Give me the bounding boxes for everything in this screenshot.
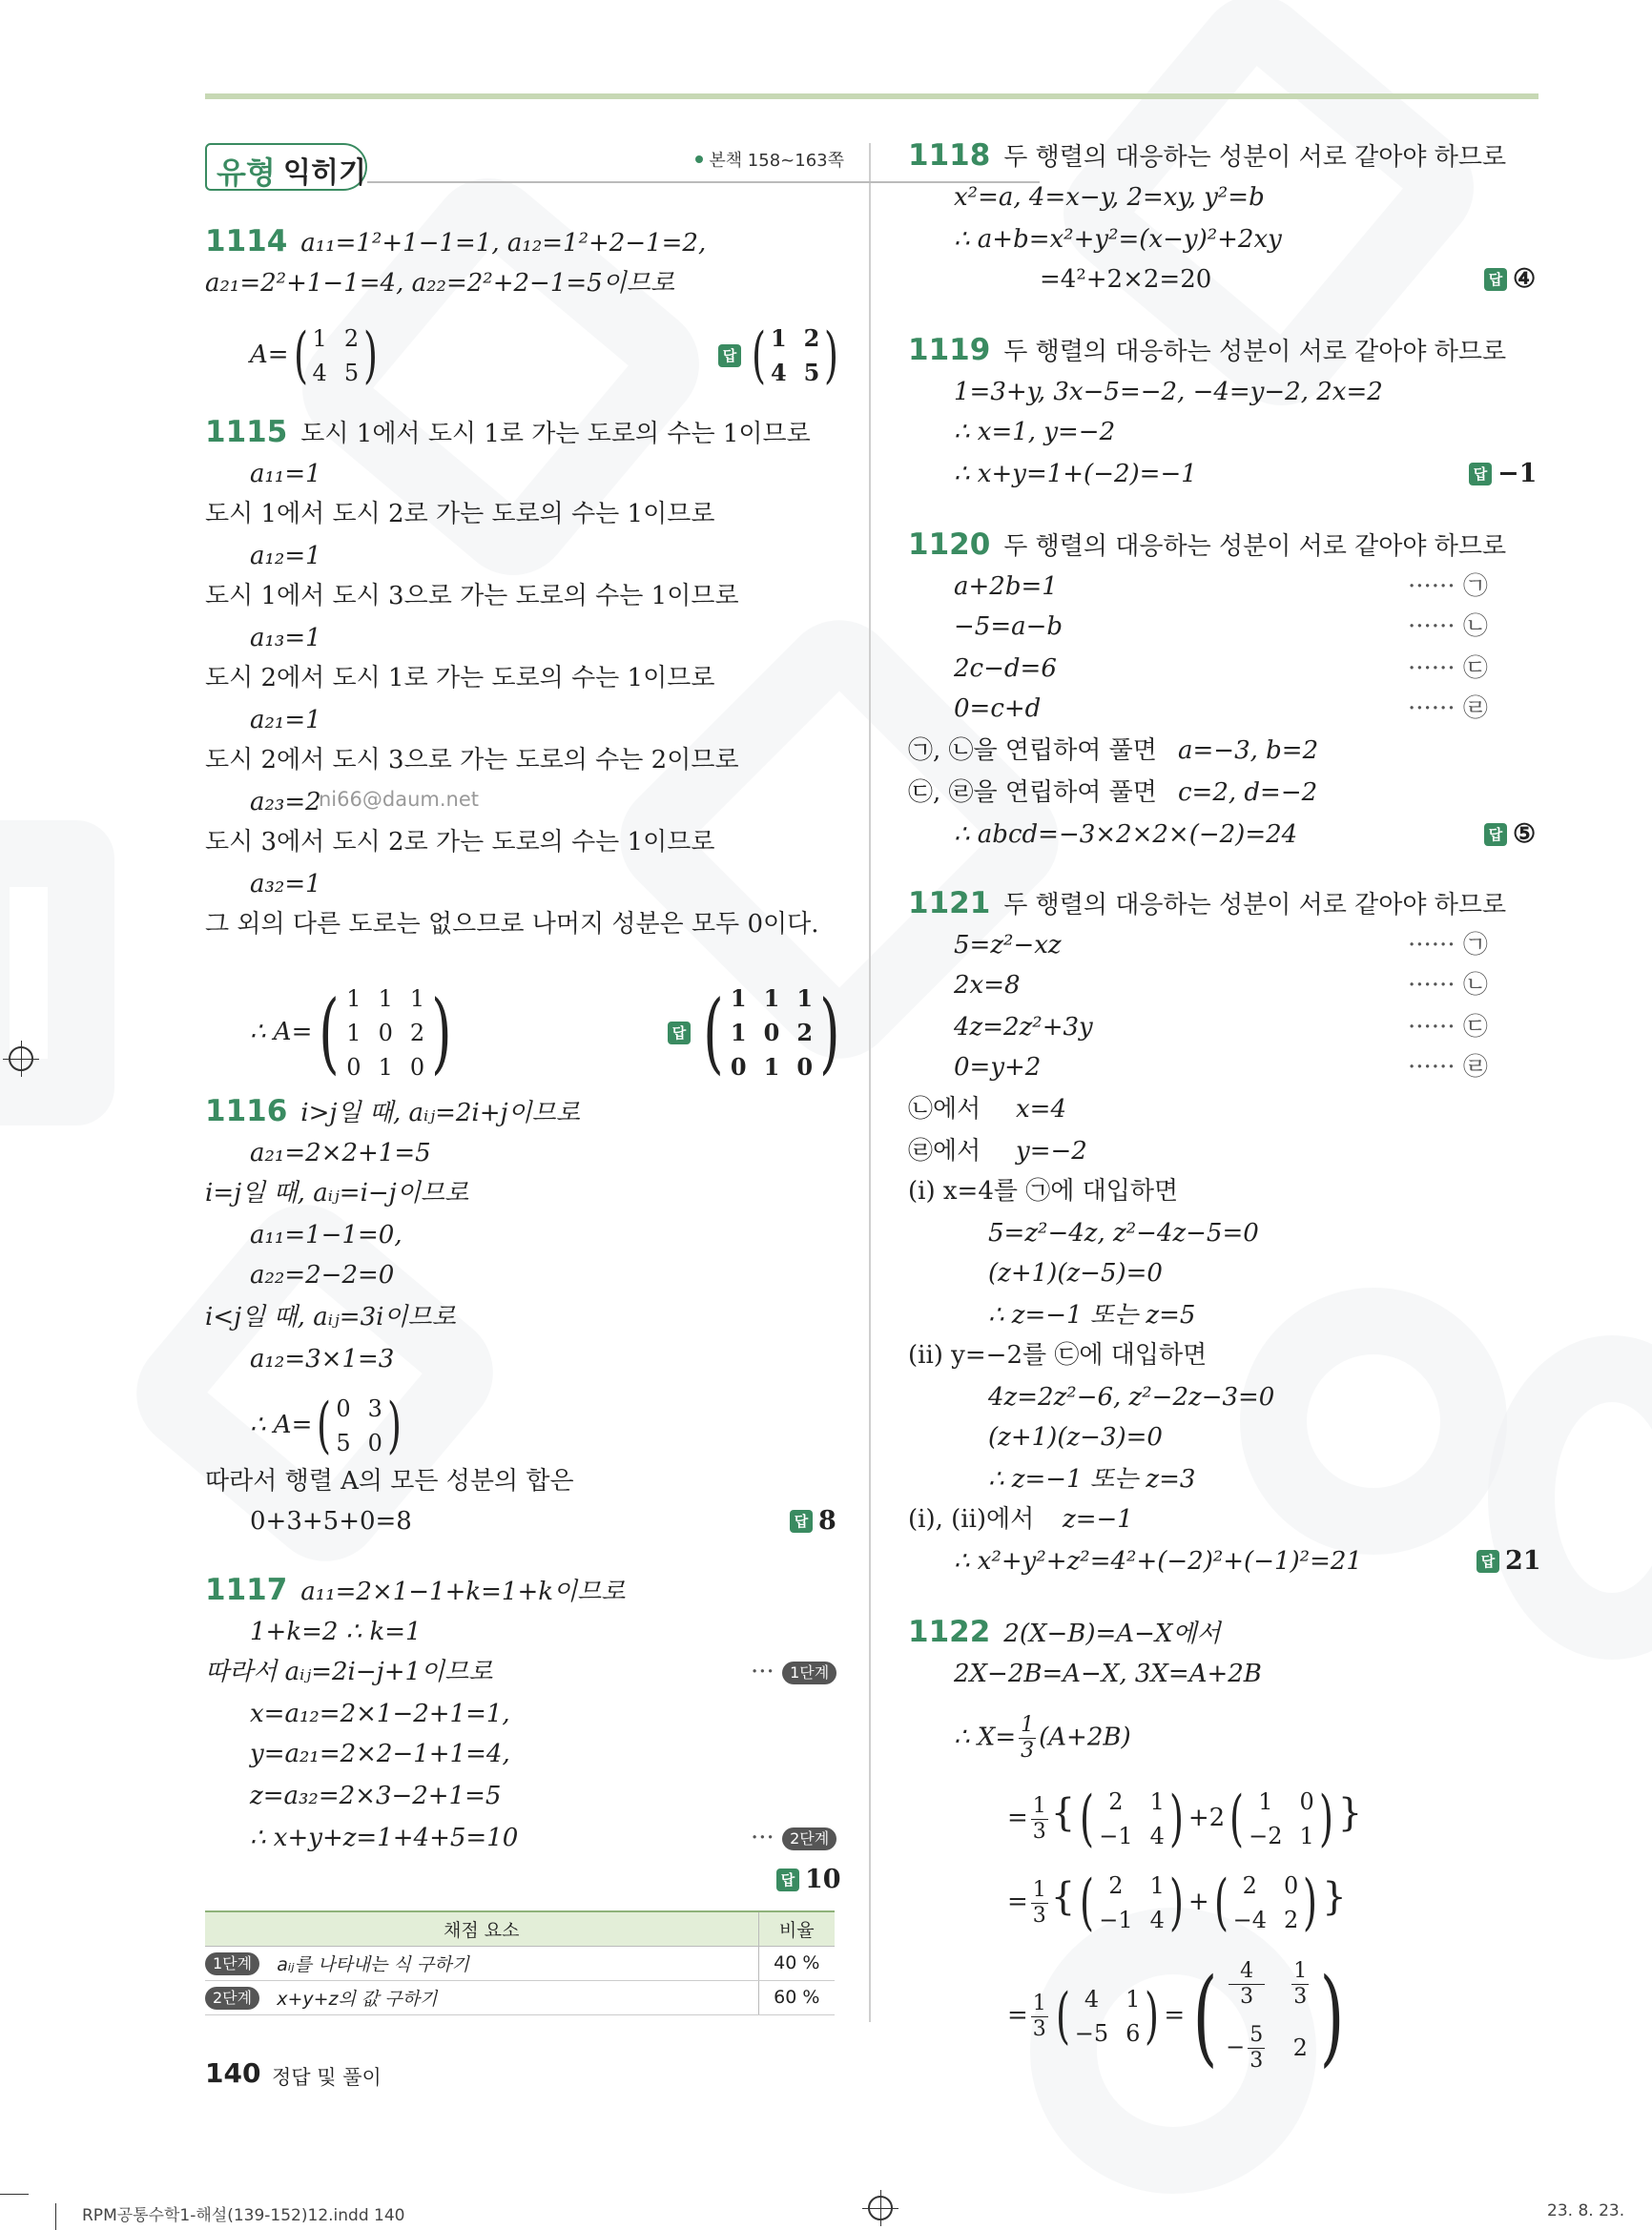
solution-eq: 4z=2z²−6, z²−2z−3=0 (988, 1383, 1275, 1412)
solution-line: ㉣에서 (908, 1137, 981, 1166)
solution-eq: ∴ x²+y²+z²=4²+(−2)²+(−1)²=21 (954, 1547, 1362, 1576)
page-number: 140 (205, 2057, 261, 2089)
matrix-eq (250, 982, 459, 1084)
answer-1119: 답 −1 (1469, 458, 1537, 490)
eq-lhs: ∴ A= (250, 1018, 313, 1046)
problem-1120 (908, 528, 1506, 563)
solution-line: a₁₁=1²+1−1=1, a₁₂=1²+2−1=2, (300, 229, 707, 258)
email-watermark: ni66@daum.net (319, 788, 479, 811)
solution-line: 도시 2에서 도시 1로 가는 도로의 수는 1이므로 (205, 664, 715, 692)
solution-line: 도시 1에서 도시 1로 가는 도로의 수는 1이므로 (300, 420, 811, 448)
solution-line: 두 행렬의 대응하는 성분이 서로 같아야 하므로 (1003, 891, 1507, 919)
matrix-a: ( 1 2 4 5 ) (293, 320, 379, 391)
solution-eq: 1+k=2 ∴ k=1 (250, 1618, 422, 1646)
problem-1117 (205, 1574, 625, 1608)
solution-eq: z=a₃₂=2×3−2+1=5 (250, 1782, 502, 1810)
solution-eq: z=−1 (1063, 1505, 1133, 1534)
solution-eq: c=2, d=−2 (1178, 778, 1318, 807)
solution-eq: y=−2 (1016, 1137, 1087, 1166)
section-header (205, 141, 844, 195)
solution-eq: ∴ z=−1 또는 z=3 (988, 1465, 1196, 1494)
solution-eq: a₁₁=1−1=0, (250, 1221, 403, 1249)
solution-eq: x²=a, 4=x−y, 2=xy, y²=b (954, 183, 1265, 212)
solution-eq: a₁₃=1 (250, 624, 321, 652)
table-header-row (205, 1911, 835, 1946)
solution-eq: 2X−2B=A−X, 3X=A+2B (954, 1660, 1262, 1688)
solution-eq: ∴ X= $\frac{1}{3}$ (A+2B) (954, 1713, 1131, 1763)
table-cell: 40 % (758, 1946, 835, 1980)
problem-1118 (908, 139, 1506, 174)
table-header: 채점 요소 (205, 1911, 758, 1946)
equation-marker: ······ ㉣ (1408, 1053, 1488, 1082)
solution-line: 도시 1에서 도시 2로 가는 도로의 수는 1이므로 (205, 500, 715, 528)
solution-line: 그 외의 다른 도로는 없으므로 나머지 성분은 모두 0이다. (205, 910, 819, 939)
table-row (205, 1980, 835, 2014)
solution-line: (i) x=4를 ㉠에 대입하면 (908, 1177, 1179, 1206)
fraction: $\frac{1}{3}$ (1032, 1793, 1046, 1844)
solution-eq: a₁₂=3×1=3 (250, 1345, 395, 1373)
matrix-a: ( 2 1 −1 4 ) (1080, 1784, 1184, 1854)
solution-line: ㉡에서 (908, 1095, 981, 1124)
answer-icon: 답 (668, 1022, 691, 1044)
solution-eq: 0=c+d (954, 694, 1042, 723)
solution-line: a₂₁=2²+1−1=4, a₂₂=2²+2−1=5이므로 (205, 269, 675, 298)
watermark-shape (1240, 1288, 1507, 1555)
solution-line: ㉠, ㉡을 연립하여 풀면 (908, 736, 1157, 765)
solution-eq: = $\frac{1}{3}$ { ( 2 1 −1 4 ) + ( 2 0 −4 2 ) } (1007, 1868, 1347, 1938)
equation-marker: ······ ㉣ (1408, 694, 1488, 723)
matrix-sum: ( 4 1 −5 6 ) (1055, 1981, 1160, 2052)
answer-icon: 답 (1476, 1550, 1499, 1573)
fraction: $\frac{1}{3}$ (1032, 1877, 1046, 1928)
solution-eq: a₃₂=1 (250, 870, 321, 898)
solution-eq: 0=y+2 (954, 1053, 1042, 1082)
matrix-b: ( 1 0 −2 1 ) (1229, 1784, 1333, 1854)
page-section-label: 정답 및 풀이 (272, 2066, 382, 2089)
problem-number: 1114 (205, 224, 288, 258)
problem-number: 1120 (908, 527, 991, 562)
problem-number: 1116 (205, 1094, 288, 1128)
solution-eq: = $\frac{1}{3}$ { ( 2 1 −1 4 ) +2 ( 1 0 −2 1 ) } (1007, 1784, 1363, 1854)
header-type-label: 유형 (217, 155, 276, 191)
problem-1121 (908, 887, 1506, 921)
step-badge: 2단계 (205, 1987, 259, 2010)
solution-line: (ii) y=−2를 ㉢에 대입하면 (908, 1341, 1208, 1370)
solution-eq: a₂₃=2 (250, 788, 321, 816)
problem-1116 (205, 1095, 580, 1129)
solution-line: i<j일 때, aᵢⱼ=3i이므로 (205, 1303, 456, 1332)
solution-line: 도시 2에서 도시 3으로 가는 도로의 수는 2이므로 (205, 746, 739, 774)
solution-line: 두 행렬의 대응하는 성분이 서로 같아야 하므로 (1003, 532, 1507, 561)
print-slug-date: 23. 8. 23. (1547, 2201, 1625, 2220)
solution-eq: a₁₁=1 (250, 460, 321, 488)
solution-line: i=j일 때, aᵢⱼ=i−j이므로 (205, 1179, 469, 1208)
solution-line: 도시 1에서 도시 3으로 가는 도로의 수는 1이므로 (205, 582, 739, 610)
eq-lhs: A= (250, 341, 289, 369)
equation-marker: ······ ㉡ (1408, 612, 1488, 641)
table-cell: aᵢⱼ를 나타내는 식 구하기 (277, 1953, 469, 1975)
problem-number: 1115 (205, 415, 288, 449)
solution-eq: 5=z²−xz (954, 931, 1062, 960)
solution-eq: (z+1)(z−3)=0 (988, 1423, 1163, 1452)
answer-icon: 답 (1469, 463, 1492, 485)
solution-eq: ∴ z=−1 또는 z=5 (988, 1301, 1196, 1330)
solution-eq: a=−3, b=2 (1178, 736, 1319, 765)
table-header: 비율 (758, 1911, 835, 1946)
matrix-grid: 1 2 4 5 (312, 325, 360, 386)
registration-mark-icon (9, 1046, 33, 1071)
answer-icon: 답 (776, 1869, 799, 1891)
solution-line: 따라서 aᵢⱼ=2i−j+1이므로 (205, 1658, 493, 1686)
equation-marker: ······ ㉢ (1408, 654, 1488, 683)
answer-1114 (718, 322, 843, 389)
step-marker: ··· 2단계 (751, 1822, 836, 1854)
problem-number: 1119 (908, 333, 991, 367)
solution-eq: x=4 (1016, 1095, 1066, 1124)
solution-line: 두 행렬의 대응하는 성분이 서로 같아야 하므로 (1003, 338, 1507, 366)
textbook-reference (695, 147, 844, 172)
problem-number: 1122 (908, 1615, 991, 1649)
matrix-a: ( 0 3 5 0 ) (317, 1391, 402, 1461)
matrix-result: ( $\frac{4}{3}$ $\frac{1}{3}$ − $\frac{5}{3}$ 2 ) (1192, 1955, 1345, 2077)
answer-1116: 답 8 (790, 1505, 836, 1538)
reference-text: 본책 158~163쪽 (709, 151, 844, 171)
equation-marker: ······ ㉢ (1408, 1013, 1488, 1042)
header-rule (367, 181, 1040, 183)
crop-mark (0, 2194, 29, 2195)
solution-eq: ∴ x+y=1+(−2)=−1 (954, 460, 1197, 488)
solution-line: ㉢, ㉣을 연립하여 풀면 (908, 778, 1157, 807)
matrix-eq (250, 1393, 406, 1459)
answer-icon: 답 (790, 1510, 813, 1533)
problem-number: 1118 (908, 138, 991, 173)
step-badge: 1단계 (782, 1662, 836, 1684)
matrix-a: ( 1 1 1 1 0 2 0 1 0 ) (319, 981, 452, 1084)
solution-line: 도시 3에서 도시 2로 가는 도로의 수는 1이므로 (205, 828, 715, 857)
problem-number: 1117 (205, 1573, 288, 1607)
fraction: $\frac{1}{3}$ (1032, 1991, 1046, 2041)
column-divider (869, 143, 871, 2022)
solution-eq: a+2b=1 (954, 572, 1058, 601)
solution-line: i>j일 때, aᵢⱼ=2i+j이므로 (300, 1099, 580, 1127)
table-cell: 60 % (758, 1980, 835, 2014)
solution-eq: 1=3+y, 3x−5=−2, −4=y−2, 2x=2 (954, 378, 1383, 406)
solution-eq: a₂₁=2×2+1=5 (250, 1139, 431, 1167)
problem-1119 (908, 334, 1506, 368)
answer-1120: 답 ⑤ (1484, 818, 1536, 851)
solution-line: 두 행렬의 대응하는 성분이 서로 같아야 하므로 (1003, 143, 1507, 172)
solution-line: 따라서 행렬 A의 모든 성분의 합은 (205, 1467, 574, 1496)
top-rule (205, 93, 1538, 99)
solution-eq: = $\frac{1}{3}$ ( 4 1 −5 6 ) = ( $\frac{4}{3}$ $\frac{1}{3}$ − $\frac{5}{3}$ 2 ) (1007, 1959, 1353, 2074)
solution-eq: ∴ x+y+z=1+4+5=10 (250, 1824, 519, 1852)
solution-eq: ∴ a+b=x²+y²=(x−y)²+2xy (954, 225, 1282, 254)
bullet-icon (695, 155, 703, 163)
answer-1118: 답 ④ (1484, 263, 1536, 296)
equation-marker: ······ ㉠ (1408, 572, 1488, 601)
answer-icon: 답 (1484, 268, 1507, 291)
crop-mark (55, 2203, 56, 2230)
answer-1115 (668, 982, 847, 1084)
solution-eq: 4z=2z²+3y (954, 1013, 1093, 1042)
solution-line: a₁₁=2×1−1+k=1+k이므로 (300, 1578, 626, 1606)
eq-lhs: ∴ A= (250, 1411, 313, 1439)
answer-matrix: ( 1 1 1 1 0 2 0 1 0 ) (703, 981, 840, 1084)
solution-eq: x=a₁₂=2×1−2+1=1, (250, 1700, 510, 1728)
solution-eq: y=a₂₁=2×2−1+1=4, (250, 1740, 510, 1768)
solution-eq: −5=a−b (954, 612, 1063, 641)
step-badge: 1단계 (205, 1952, 259, 1975)
problem-1122 (908, 1616, 1221, 1650)
solution-eq: 2c−d=6 (954, 654, 1057, 683)
solution-eq: a₁₂=1 (250, 542, 321, 570)
table-cell: x+y+z의 값 구하기 (277, 1988, 438, 2010)
answer-1117: 답 10 (776, 1864, 841, 1896)
answer-icon: 답 (718, 344, 741, 367)
print-slug-file: RPM공통수학1-해설(139-152)12.indd 140 (82, 2206, 405, 2225)
solution-eq: 2x=8 (954, 971, 1021, 1000)
matrix-eq (250, 322, 382, 389)
answer-1121: 답 21 (1476, 1545, 1541, 1578)
step-marker: ··· 1단계 (751, 1656, 836, 1688)
solution-eq: 5=z²−4z, z²−4z−5=0 (988, 1219, 1259, 1248)
solution-eq: 0+3+5+0=8 (250, 1507, 412, 1536)
header-learn-label: 익히기 (283, 156, 366, 190)
answer-matrix: ( 1 2 4 5 ) (751, 320, 839, 391)
solution-line: 2(X−B)=A−X에서 (1003, 1620, 1221, 1648)
watermark-shape (1488, 1335, 1652, 1660)
matrix-a: ( 2 1 −1 4 ) (1080, 1868, 1184, 1938)
table-row (205, 1946, 835, 1980)
registration-mark-icon (868, 2196, 893, 2220)
equation-marker: ······ ㉠ (1408, 931, 1488, 960)
problem-1114 (205, 225, 706, 259)
scoring-table (205, 1910, 835, 2015)
matrix-2b: ( 2 0 −4 2 ) (1213, 1868, 1318, 1938)
solution-eq: (z+1)(z−5)=0 (988, 1259, 1163, 1288)
fraction: $\frac{1}{3}$ (1021, 1713, 1035, 1763)
solution-eq: a₂₁=1 (250, 706, 321, 734)
solution-eq: =4²+2×2=20 (1040, 265, 1212, 294)
solution-eq: a₂₂=2−2=0 (250, 1261, 395, 1290)
solution-line: (i), (ii)에서 (908, 1505, 1035, 1534)
solution-eq: ∴ x=1, y=−2 (954, 418, 1116, 446)
solution-eq: ∴ abcd=−3×2×2×(−2)=24 (954, 820, 1298, 849)
equation-marker: ······ ㉡ (1408, 971, 1488, 1000)
problem-number: 1121 (908, 886, 991, 920)
answer-icon: 답 (1484, 823, 1507, 846)
watermark-shape (0, 820, 114, 1125)
step-badge: 2단계 (782, 1827, 836, 1850)
problem-1115 (205, 416, 811, 450)
